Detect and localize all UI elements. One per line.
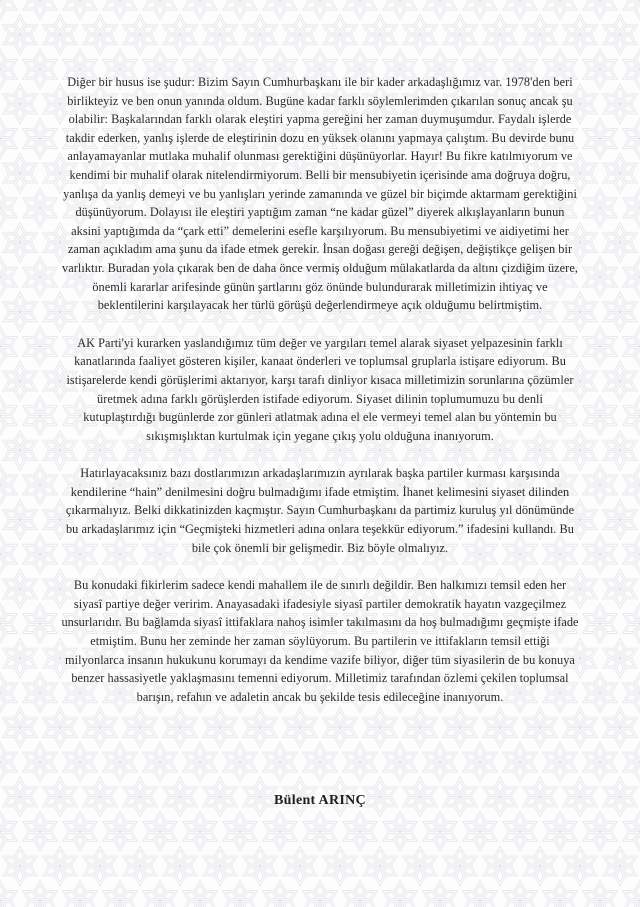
paragraph-1: Diğer bir husus ise şudur: Bizim Sayın Cumhurbaşkanı ile bir kader arkadaşlığımız var. 1978'den beri birlikteyiz ve ben onun yanında oldum. Bugüne kadar farklı söylemlerimden çıkarılan sonuç ancak şu olabilir: Başkalarından farklı olarak eleştiri yapma gereğini her zaman duymuşumdur. Faydalı işlerde takdir ederken, yanlış işlerde de eleştirinin dozu en yüksek olanını yapmaya çalıştım. Bu devirde bunu anlayamayanlar mutlaka muhalif olunması gerektiğini düşünüyorlar. Hayır! Bu fikre katılmıyorum ve kendimi bir muhalif olarak nitelendirmiyorum. Belli bir mensubiyetin içerisinde ama doğruya doğru, yanlışa da yanlış demeyi ve bu yanlışları yerinde zamanında ve güzel bir biçimde aktarmam gerektiğini düşünüyorum. Dolayısı ile eleştiri yaptığım zaman “ne kadar güzel” diyerek alkışlayanların bunun aksini yaptığımda da “çark etti” demelerini esefle karşılıyorum. Bu mensubiyetimi ve aidiyetimi her zaman açıkladım ama şunu da ifade etmek gerekir. İnsan doğası gereği değişen, değiştikçe gelişen bir varlıktır. Buradan yola çıkarak ben de daha önce vermiş olduğum mülakatlarda da altını çizdiğim üzere, önemli kararlar arifesinde günün şartlarını göz önünde bulundurarak milletimizin ihtiyaç ve beklentilerini karşılayacak her türlü görüşü değerlendirmeye açık olduğumu belirtmiştim. (62, 75, 578, 313)
paragraph-2: AK Parti'yi kurarken yaslandığımız tüm değer ve yargıları temel alarak siyaset yelpazesinin farklı kanatlarında faaliyet gösteren kişiler, kanaat önderleri ve toplumsal gruplarla istişare ediyorum. Bu istişarelerde kendi görüşlerimi aktarıyor, karşı tarafı dinliyor kısaca milletimizin sorunlarına çözümler üretmek adına farklı görüşlerden istifade ediyorum. Siyaset dilinin toplumumuzu bu denli kutuplaştırdığı bugünlerde zor günleri atlatmak adına el ele vermeyi temel alan bu yöntemin bu sıkışmışlıktan kurtulmak için yegane çıkış yolu olduğuna inanıyorum. (66, 335, 574, 443)
paragraph-3: Hatırlayacaksınız bazı dostlarımızın arkadaşlarımızın ayrılarak başka partiler kurması karşısında kendilerine “hain” denilmesini doğru bulmadığımı ifade etmiştim. İhanet kelimesini siyaset dilinden çıkarmalıyız. Belki dikkatinizden kaçmıştır. Sayın Cumhurbaşkanı da partimiz kuruluş yıl dönümünde bu arkadaşlarımız için “Geçmişteki hizmetleri adına onlara teşekkür ediyorum.” ifadesini kullandı. Bu bile çok önemli bir gelişmedir. Biz böyle olmalıyız. (65, 466, 575, 555)
author-signature: Bülent ARINÇ (274, 793, 366, 808)
paragraph-4: Bu konudaki fikirlerim sadece kendi mahallem ile de sınırlı değildir. Ben halkımızı temsil eden her siyasî partiye değer veririm. Anayasadaki ifadesiyle siyasî partiler demokratik hayatın vazgeçilmez unsurlarıdır. Bu bağlamda siyasî ittifaklara nahoş isimler takılmasını da hoş bulmadığımı geçmişte ifade etmiştim. Bunu her zeminde her zaman söylüyorum. Bu partilerin ve ittifakların temsil ettiği milyonlarca insanın hukukunu korumayı da kendime vazife biliyor, diğer tüm siyasilerin de bu konuya benzer hassasiyetle yaklaşmasını temenni ediyorum. Milletimiz tarafından özlemi çekilen toplumsal barışın, refahın ve adaletin ancak bu şekilde tesis edileceğine inanıyorum. (61, 578, 579, 704)
